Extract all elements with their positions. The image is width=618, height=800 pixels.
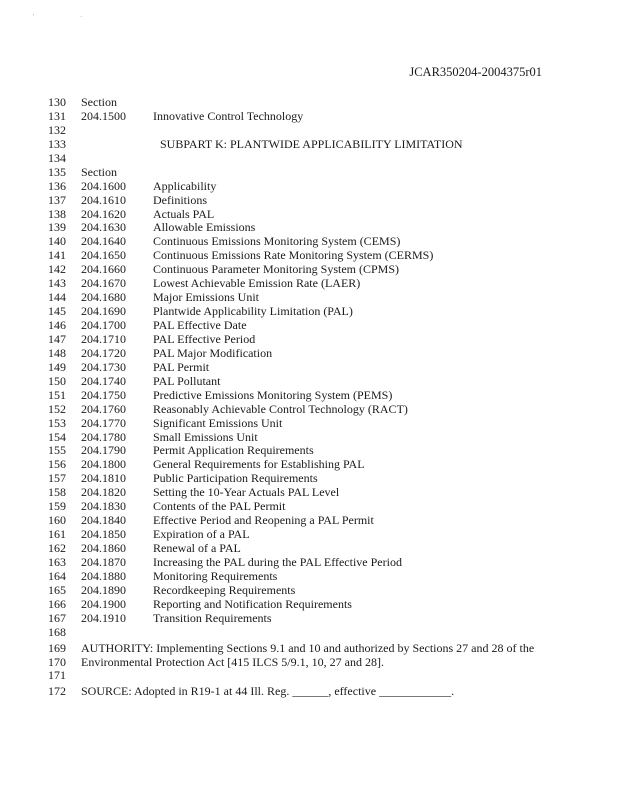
section-number: 204.1800 bbox=[81, 457, 126, 472]
section-title: Increasing the PAL during the PAL Effective Period bbox=[153, 554, 402, 569]
line-number: 143 bbox=[48, 276, 66, 291]
section-title: PAL Effective Date bbox=[153, 318, 247, 332]
line-number: 168 bbox=[48, 624, 66, 639]
section-title: Lowest Achievable Emission Rate (LAER) bbox=[153, 276, 361, 291]
section-number: 204.1810 bbox=[81, 471, 126, 486]
line-number: 134 bbox=[48, 150, 66, 165]
document-line bbox=[0, 221, 618, 235]
line-number: 157 bbox=[48, 471, 66, 486]
line-number: 151 bbox=[48, 387, 66, 402]
section-number: 204.1610 bbox=[81, 192, 126, 207]
section-title: Continuous Emissions Monitoring System (CEMS) bbox=[153, 234, 401, 249]
document-line bbox=[0, 208, 618, 222]
document-id: JCAR350204-2004375r01 bbox=[409, 65, 542, 79]
section-number: Section bbox=[81, 164, 117, 179]
section-number: 204.1820 bbox=[81, 485, 126, 500]
section-number: 204.1620 bbox=[81, 206, 126, 221]
line-number: 135 bbox=[48, 164, 66, 179]
line-number: 159 bbox=[48, 499, 66, 514]
line-number: 146 bbox=[48, 318, 66, 332]
line-number: 160 bbox=[48, 513, 66, 528]
document-line bbox=[0, 389, 618, 403]
section-number: 204.1770 bbox=[81, 415, 126, 430]
section-number: 204.1890 bbox=[81, 582, 126, 597]
subpart-heading: SUBPART K: PLANTWIDE APPLICABILITY LIMITATION bbox=[160, 136, 463, 151]
paragraph-text: SOURCE: Adopted in R19-1 at 44 Ill. Reg. ______, effective ____________. bbox=[81, 684, 455, 699]
document-line bbox=[0, 431, 618, 445]
document-line bbox=[0, 656, 618, 670]
line-number: 158 bbox=[48, 485, 66, 500]
section-number: Section bbox=[81, 95, 117, 109]
line-number: 140 bbox=[48, 234, 66, 249]
section-number: 204.1710 bbox=[81, 331, 126, 346]
section-number: 204.1720 bbox=[81, 345, 126, 360]
section-number: 204.1740 bbox=[81, 373, 126, 388]
section-title: General Requirements for Establishing PAL bbox=[153, 457, 365, 472]
section-number: 204.1910 bbox=[81, 610, 126, 625]
line-number: 139 bbox=[48, 220, 66, 235]
line-number: 147 bbox=[48, 331, 66, 346]
section-title: Plantwide Applicability Limitation (PAL) bbox=[153, 304, 353, 319]
line-number: 155 bbox=[48, 443, 66, 458]
section-title: Continuous Parameter Monitoring System (CPMS) bbox=[153, 262, 399, 277]
section-title: Recordkeeping Requirements bbox=[153, 582, 296, 597]
document-line bbox=[0, 570, 618, 584]
section-title: Public Participation Requirements bbox=[153, 471, 318, 486]
paragraph-text: Environmental Protection Act [415 ILCS 5/9.1, 10, 27 and 28]. bbox=[81, 654, 384, 669]
section-title: Definitions bbox=[153, 192, 207, 207]
line-number: 167 bbox=[48, 610, 66, 625]
section-number: 204.1830 bbox=[81, 499, 126, 514]
section-number: 204.1670 bbox=[81, 276, 126, 291]
document-line bbox=[0, 584, 618, 598]
section-title: Setting the 10-Year Actuals PAL Level bbox=[153, 485, 340, 500]
line-number: 171 bbox=[48, 668, 66, 683]
section-title: Actuals PAL bbox=[153, 206, 215, 221]
section-title: Reporting and Notification Requirements bbox=[153, 596, 352, 611]
line-number: 162 bbox=[48, 541, 66, 555]
line-number: 166 bbox=[48, 596, 66, 611]
section-title: Effective Period and Reopening a PAL Permit bbox=[153, 513, 374, 528]
section-title: Innovative Control Technology bbox=[153, 108, 304, 123]
section-number: 204.1600 bbox=[81, 178, 126, 193]
document-line bbox=[0, 514, 618, 528]
line-number: 145 bbox=[48, 304, 66, 319]
section-title: Significant Emissions Unit bbox=[153, 415, 283, 430]
line-number: 149 bbox=[48, 359, 66, 374]
line-number: 142 bbox=[48, 262, 66, 277]
document-line bbox=[0, 166, 618, 180]
document-line bbox=[0, 124, 618, 138]
line-number: 153 bbox=[48, 415, 66, 430]
line-number: 133 bbox=[48, 136, 66, 151]
section-title: Continuous Emissions Rate Monitoring System (CERMS) bbox=[153, 248, 434, 263]
document-line bbox=[0, 685, 618, 699]
document-line bbox=[0, 458, 618, 472]
section-number: 204.1630 bbox=[81, 220, 126, 235]
section-number: 204.1860 bbox=[81, 541, 126, 555]
section-number: 204.1640 bbox=[81, 234, 126, 249]
section-title: Predictive Emissions Monitoring System (PEMS) bbox=[153, 387, 393, 402]
document-line bbox=[0, 305, 618, 319]
document-line bbox=[0, 642, 618, 656]
section-title: Contents of the PAL Permit bbox=[153, 499, 286, 514]
line-number: 148 bbox=[48, 345, 66, 360]
section-title: Reasonably Achievable Control Technology (RACT) bbox=[153, 401, 408, 416]
section-title: Major Emissions Unit bbox=[153, 290, 260, 305]
section-title: PAL Pollutant bbox=[153, 373, 221, 388]
document-line bbox=[0, 152, 618, 166]
line-number: 154 bbox=[48, 429, 66, 444]
section-title: Small Emissions Unit bbox=[153, 429, 258, 444]
line-number: 138 bbox=[48, 206, 66, 221]
line-number: 163 bbox=[48, 554, 66, 569]
document-line bbox=[0, 486, 618, 500]
line-number: 150 bbox=[48, 373, 66, 388]
document-line bbox=[0, 542, 618, 556]
section-number: 204.1680 bbox=[81, 290, 126, 305]
section-title: PAL Permit bbox=[153, 359, 210, 374]
document-line bbox=[0, 598, 618, 612]
document-line bbox=[0, 375, 618, 389]
document-line bbox=[0, 194, 618, 208]
line-number: 161 bbox=[48, 527, 66, 542]
line-number: 170 bbox=[48, 654, 66, 669]
document-line bbox=[0, 626, 618, 640]
line-number: 132 bbox=[48, 122, 66, 137]
section-title: Allowable Emissions bbox=[153, 220, 256, 235]
section-number: 204.1760 bbox=[81, 401, 126, 416]
line-number: 141 bbox=[48, 248, 66, 263]
section-number: 204.1900 bbox=[81, 596, 126, 611]
document-line bbox=[0, 249, 618, 263]
line-number: 136 bbox=[48, 178, 66, 193]
document-line bbox=[0, 361, 618, 375]
document-line bbox=[0, 417, 618, 431]
section-title: Applicability bbox=[153, 178, 217, 193]
section-title: Transition Requirements bbox=[153, 610, 272, 625]
document-line bbox=[0, 96, 618, 110]
section-number: 204.1840 bbox=[81, 513, 126, 528]
section-title: Monitoring Requirements bbox=[153, 568, 278, 583]
paragraph-text: AUTHORITY: Implementing Sections 9.1 and 10 and authorized by Sections 27 and 28 of the bbox=[81, 640, 535, 655]
section-number: 204.1690 bbox=[81, 304, 126, 319]
line-number: 130 bbox=[48, 95, 66, 109]
section-number: 204.1650 bbox=[81, 248, 126, 263]
document-line bbox=[0, 291, 618, 305]
section-title: Renewal of a PAL bbox=[153, 541, 241, 555]
line-number: 152 bbox=[48, 401, 66, 416]
line-number: 169 bbox=[48, 640, 66, 655]
document-line bbox=[0, 403, 618, 417]
section-number: 204.1500 bbox=[81, 108, 126, 123]
document-line bbox=[0, 319, 618, 333]
section-number: 204.1790 bbox=[81, 443, 126, 458]
line-number: 144 bbox=[48, 290, 66, 305]
document-line bbox=[0, 444, 618, 458]
scan-marks: ' · bbox=[33, 13, 105, 21]
section-number: 204.1880 bbox=[81, 568, 126, 583]
section-number: 204.1750 bbox=[81, 387, 126, 402]
document-line bbox=[0, 333, 618, 347]
section-title: PAL Effective Period bbox=[153, 331, 256, 346]
section-number: 204.1870 bbox=[81, 554, 126, 569]
document-line bbox=[0, 235, 618, 249]
section-number: 204.1700 bbox=[81, 318, 126, 332]
section-title: Permit Application Requirements bbox=[153, 443, 314, 458]
section-number: 204.1780 bbox=[81, 429, 126, 444]
document-line bbox=[0, 556, 618, 570]
document-line bbox=[0, 347, 618, 361]
document-line bbox=[0, 263, 618, 277]
line-number: 131 bbox=[48, 108, 66, 123]
document-line bbox=[0, 472, 618, 486]
section-title: PAL Major Modification bbox=[153, 345, 273, 360]
section-title: Expiration of a PAL bbox=[153, 527, 250, 542]
document-line bbox=[0, 277, 618, 291]
section-number: 204.1660 bbox=[81, 262, 126, 277]
line-number: 172 bbox=[48, 684, 66, 699]
section-number: 204.1730 bbox=[81, 359, 126, 374]
line-number: 137 bbox=[48, 192, 66, 207]
document-line bbox=[0, 110, 618, 124]
line-number: 156 bbox=[48, 457, 66, 472]
section-number: 204.1850 bbox=[81, 527, 126, 542]
document-line bbox=[0, 669, 618, 683]
document-line bbox=[0, 528, 618, 542]
document-line bbox=[0, 138, 618, 152]
line-number: 164 bbox=[48, 568, 66, 583]
document-line bbox=[0, 180, 618, 194]
numbered-lines bbox=[0, 96, 618, 699]
document-line bbox=[0, 500, 618, 514]
line-number: 165 bbox=[48, 582, 66, 597]
document-line bbox=[0, 612, 618, 626]
